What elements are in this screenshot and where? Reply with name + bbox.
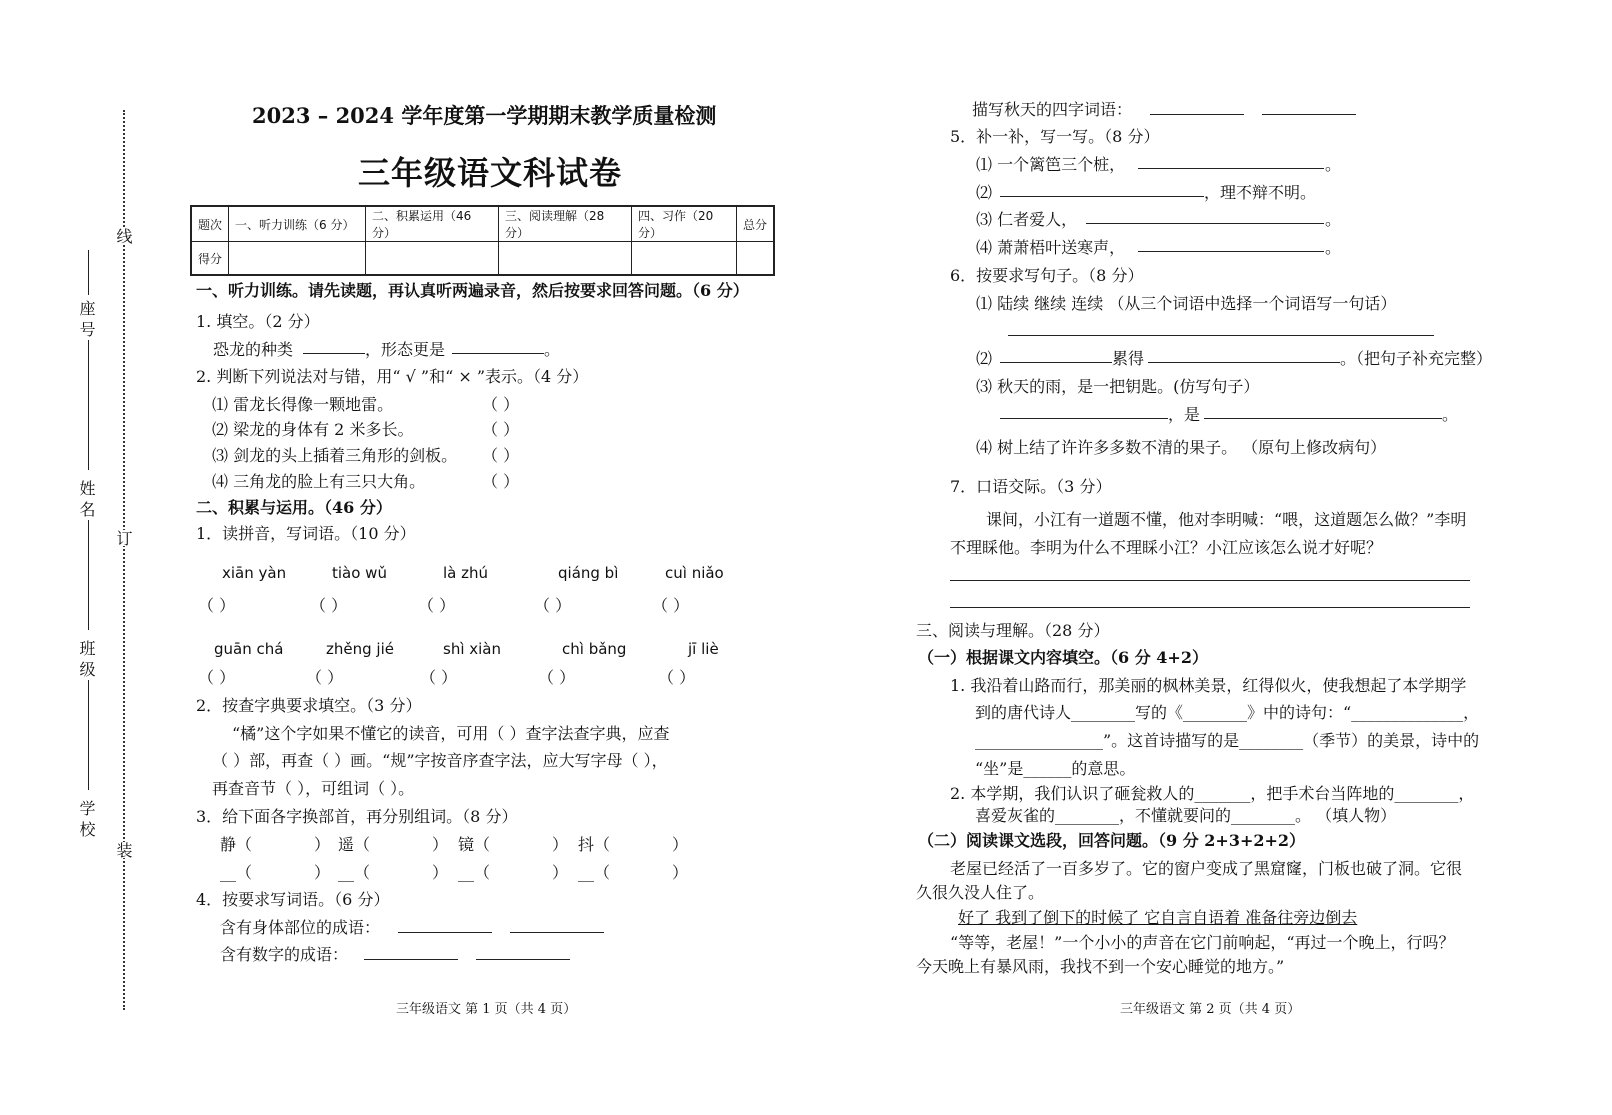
r1-line: ________________”。这首诗描写的是________（季节）的美景，诗中的 [975,731,1480,750]
q6b-num: ⑵ [976,349,993,368]
score-cell[interactable] [632,242,737,276]
q2-item: ⑷ 三角龙的脸上有三只大角。 [212,472,426,491]
q6b-blank[interactable] [1148,362,1340,363]
q6b-blank[interactable] [1000,418,1168,419]
q5-char: 抖（ [578,835,611,854]
passage-underlined-line: 好了 我到了倒下的时候了 它自言自语着 准备往旁边倒去 [958,908,1358,927]
q6-blank[interactable] [476,959,570,960]
score-header-cell: 一、听力训练（6 分） [229,206,366,242]
q2-item: ⑵ 梁龙的身体有 2 米多长。 [212,420,414,439]
q5-close: ） [552,835,569,854]
autumn-words-label: 描写秋天的四字词语： [972,100,1133,119]
binding-ding: 订 [114,530,133,546]
passage-line: 久很久没人住了。 [916,883,1045,902]
q5-blank[interactable]: __（ [220,863,253,882]
q5b-item: ⑶ 仁者爱人， [976,210,1078,229]
q1-text-c: 。 [544,340,561,359]
q5b-item: ⑷ 萧萧梧叶送寒声， [976,238,1126,257]
passage-line: “等等，老屋！”一个小小的声音在它门前响起，“再过一个晚上，行吗？ [950,933,1455,952]
section1-title: 一、听力训练。请先读题，再认真听两遍录音，然后按要求回答问题。（6 分） [196,281,749,300]
name-class-blank[interactable] [88,520,89,630]
pinyin-answer-box[interactable]: （ ） [418,596,456,615]
score-cell[interactable] [737,242,775,276]
score-table [190,205,775,276]
q5-blank[interactable]: __（ [578,863,611,882]
passage-line: 老屋已经活了一百多岁了。它的窗户变成了黑窟窿，门板也破了洞。它很 [950,859,1463,878]
q5-title: 3．给下面各字换部首，再分别组词。（8 分） [196,807,518,826]
q6b-mid: 累得 [1112,349,1145,368]
q5-char: 遥（ [338,835,371,854]
pinyin-answer-box[interactable]: （ ） [534,596,572,615]
class-label: 班 级 [77,640,96,678]
q7-answer-line[interactable] [950,580,1470,581]
q5b-blank[interactable] [1138,251,1324,252]
q2-item: ⑴ 雷龙长得像一颗地雷。 [212,395,394,414]
pinyin-answer-box[interactable]: （ ） [198,668,236,687]
q5-close: ） [672,863,689,882]
page1-footer: 三年级语文 第 1 页（共 4 页） [396,1002,577,1017]
q4-title: 2．按查字典要求填空。（3 分） [196,696,422,715]
q4-line: 再查音节（ ），可组词（ ）。 [212,779,415,798]
q5b-blank[interactable] [1000,196,1204,197]
q4-line: （ ）部，再查（ ）画。“规”字按音序查字法，应大写字母（ ）， [212,751,668,770]
score-header-cell: 题次 [191,206,229,242]
q5-close: ） [432,863,449,882]
school-label: 学 校 [77,800,96,838]
score-header-cell: 总分 [737,206,775,242]
q6b-blank[interactable] [1000,362,1112,363]
q7-line: 课间，小江有一道题不懂，他对李明喊：“喂，这道题怎么做？”李明 [986,510,1467,529]
page2-footer: 三年级语文 第 2 页（共 4 页） [1120,1002,1301,1017]
sub2-title: （二）阅读课文选段，回答问题。（9 分 2+3+2+2） [918,831,1306,850]
pinyin-answer-box[interactable]: （ ） [310,596,348,615]
q2-answer-paren[interactable]: （ ） [482,472,520,491]
pinyin-answer-box[interactable]: （ ） [538,668,576,687]
q6-blank[interactable] [398,932,492,933]
q7-answer-line[interactable] [950,607,1470,608]
sub1-title: （一）根据课文内容填空。（6 分 4+2） [918,648,1208,667]
binding-dotted-line [123,110,125,1010]
pinyin: qiáng bì [558,564,619,582]
period: 。 [1442,405,1459,424]
seat-label: 座 号 [77,300,96,338]
r1-line: 到的唐代诗人________写的《________》中的诗句：“______________， [975,703,1480,722]
binding-xian: 线 [114,228,133,244]
pinyin: shì xiàn [443,640,502,658]
q5-char: 静（ [220,835,253,854]
q6b-end: 。（把句子补充完整） [1340,349,1493,368]
class-school-blank[interactable] [88,680,89,790]
q7-title: 7．口语交际。（3 分） [950,477,1112,496]
section2-title: 二、积累与运用。（46 分） [196,498,392,517]
autumn-blank[interactable] [1262,114,1356,115]
r2-line: 2. 本学期，我们认识了砸瓮救人的_______，把手术台当阵地的________， [950,784,1475,803]
binding-zhuang: 装 [114,842,133,858]
q5-close: ） [314,835,331,854]
score-header-cell: 三、阅读理解（28 分） [499,206,632,242]
q2-answer-paren[interactable]: （ ） [482,420,520,439]
q6b-title: 6．按要求写句子。（8 分） [950,266,1144,285]
q6b-item: ⑷ 树上结了许许多多数不清的果子。 （原句上修改病句） [976,438,1387,457]
q5-close: ） [672,835,689,854]
period: 。 [1325,210,1342,229]
q2-answer-paren[interactable]: （ ） [482,395,520,414]
q1-blank-2[interactable] [452,353,544,354]
q6-blank[interactable] [510,932,604,933]
q5b-blank[interactable] [1138,168,1324,169]
r2-line: 喜爱灰雀的________，不懂就要问的________。 （填人物） [975,806,1397,825]
q5b-num: ⑵ [976,183,993,202]
pinyin: tiào wǔ [332,564,387,582]
q2-title: 2. 判断下列说法对与错，用“ √ ”和“ × ”表示。（4 分） [196,367,589,386]
q5-blank[interactable]: __（ [338,863,371,882]
q5-char: 镜（ [458,835,491,854]
q5-blank[interactable]: __（ [458,863,491,882]
name-label: 姓 名 [77,480,96,518]
q6b-mid: ，是 [1168,405,1201,424]
score-cell[interactable] [499,242,632,276]
q6-body-idiom-label: 含有身体部位的成语： [220,918,381,937]
period: 。 [1325,238,1342,257]
score-cell[interactable] [366,242,499,276]
q3-title: 1．读拼音，写词语。（10 分） [196,524,416,543]
q6-number-idiom-label: 含有数字的成语： [220,945,349,964]
period: 。 [1325,155,1342,174]
q7-line: 不理睬他。李明为什么不理睬小江？小江应该怎么说才好呢？ [950,538,1383,557]
q5-close: ） [432,835,449,854]
q6b-answer-line[interactable] [1008,335,1434,336]
q6b-item: ⑴ 陆续 继续 连续 （从三个词语中选择一个词语写一句话） [976,294,1397,313]
q5b-item: ，理不辩不明。 [1204,183,1317,202]
q6b-blank[interactable] [1204,418,1442,419]
pinyin: zhěng jié [326,640,394,658]
pinyin-answer-box[interactable]: （ ） [198,596,236,615]
q5b-blank[interactable] [1086,223,1324,224]
pinyin: jī liè [688,640,719,658]
q2-answer-paren[interactable]: （ ） [482,446,520,465]
pinyin: chì bǎng [562,640,627,658]
score-header-cell: 四、习作（20 分） [632,206,737,242]
q1-text-b: ，形态更是 [365,340,446,359]
q1-blank-1[interactable] [303,353,365,354]
score-header-cell: 二、积累运用（46 分） [366,206,499,242]
score-cell[interactable] [229,242,366,276]
q5b-title: 5．补一补，写一写。（8 分） [950,127,1160,146]
score-row-label: 得分 [191,242,229,276]
q6-blank[interactable] [364,959,458,960]
exam-title: 2023 – 2024 学年度第一学期期末教学质量检测 [252,103,717,128]
section3-title: 三、阅读与理解。（28 分） [916,621,1110,640]
q1-text-a: 恐龙的种类 [213,340,294,359]
pinyin: guān chá [214,640,284,658]
q6b-item: ⑶ 秋天的雨，是一把钥匙。(仿写句子） [976,377,1260,396]
q4-line: “橘”这个字如果不懂它的读音，可用（ ）查字法查字典，应查 [232,724,670,743]
q5-close: ） [552,863,569,882]
autumn-blank[interactable] [1150,114,1244,115]
pinyin: là zhú [443,564,489,582]
q1-title: 1. 填空。（2 分） [196,312,320,331]
r1-line: 1. 我沿着山路而行，那美丽的枫林美景，红得似火，使我想起了本学期学 [950,676,1467,695]
exam-subtitle: 三年级语文科试卷 [358,154,623,192]
pinyin: xiān yàn [222,564,287,582]
seat-name-blank[interactable] [88,340,89,470]
q2-item: ⑶ 剑龙的头上插着三角形的剑板。 [212,446,458,465]
pinyin-answer-box[interactable]: （ ） [652,596,690,615]
seat-blank[interactable] [88,250,89,295]
passage-line: 今天晚上有暴风雨，我找不到一个安心睡觉的地方。” [916,957,1285,976]
q5-close: ） [314,863,331,882]
pinyin-answer-box[interactable]: （ ） [420,668,458,687]
q5b-item: ⑴ 一个篱笆三个桩， [976,155,1126,174]
pinyin-answer-box[interactable]: （ ） [306,668,344,687]
q6-title: 4．按要求写词语。（6 分） [196,890,390,909]
pinyin: cuì niǎo [665,564,724,582]
r1-line: “坐”是______的意思。 [975,759,1136,778]
pinyin-answer-box[interactable]: （ ） [658,668,696,687]
